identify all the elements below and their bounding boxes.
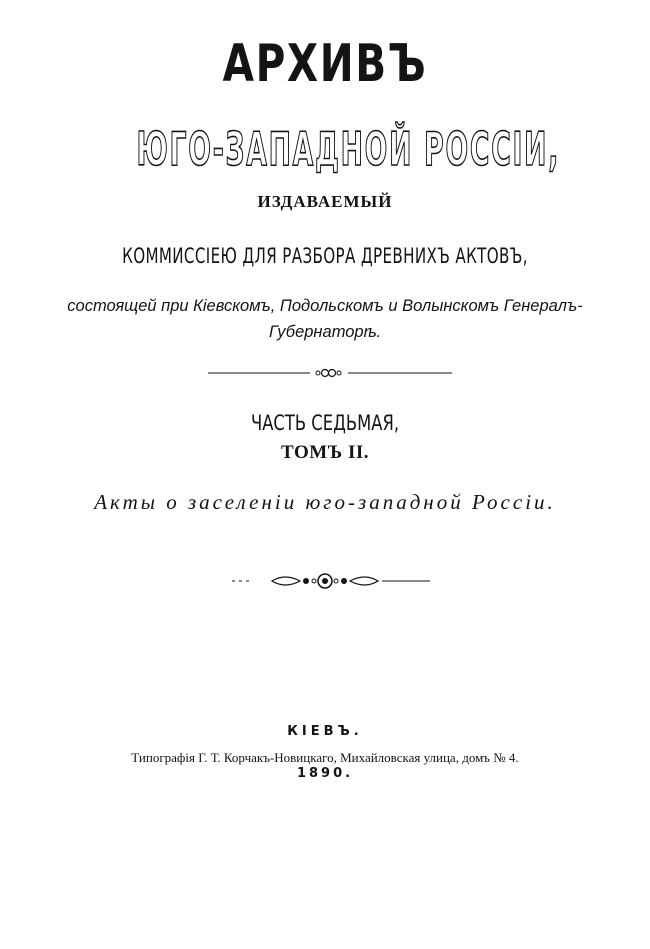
book-subtitle: ЮГО-ЗАПАДНОЙ РОССІИ, xyxy=(136,122,561,176)
divider-dot xyxy=(316,371,320,375)
commission-affiliation-line2: Губернаторѣ. xyxy=(268,323,382,341)
ornamental-divider-top xyxy=(0,366,650,380)
flourish-leaf-right xyxy=(350,577,378,585)
flourish-bead xyxy=(303,578,309,584)
published-by-label: ИЗДАВАЕМЫЙ xyxy=(257,192,393,211)
commission-affiliation-line1: состоящей при Кіевскомъ, Подольскомъ и Волынскомъ Генералъ- xyxy=(67,297,583,315)
imprint-year: 1890. xyxy=(296,766,354,781)
commission-name: КОММИССІЕЮ ДЛЯ РАЗБОРА ДРЕВНИХЪ АКТОВЪ, xyxy=(122,244,528,268)
divider-ring xyxy=(322,370,329,377)
ornamental-flourish xyxy=(0,570,650,592)
book-title: АРХИВЪ xyxy=(222,34,428,94)
flourish-leaf-left xyxy=(272,577,300,585)
volume-title: Акты о заселеніи юго-западной Россіи. xyxy=(94,490,556,514)
flourish-bead xyxy=(341,578,347,584)
flourish-rosette-center xyxy=(322,578,328,584)
imprint-city: КІЕВЪ. xyxy=(287,724,363,739)
divider-ring xyxy=(329,370,336,377)
part-label: ЧАСТЬ СЕДЬМАЯ, xyxy=(250,411,400,435)
divider-dot xyxy=(337,371,341,375)
volume-label: ТОМЪ II. xyxy=(281,442,369,463)
flourish-dot xyxy=(334,579,338,583)
flourish-dot xyxy=(312,579,316,583)
imprint-printer: Типографія Г. Т. Корчакъ-Новицкаго, Михайловская улица, домъ № 4. xyxy=(131,750,519,765)
